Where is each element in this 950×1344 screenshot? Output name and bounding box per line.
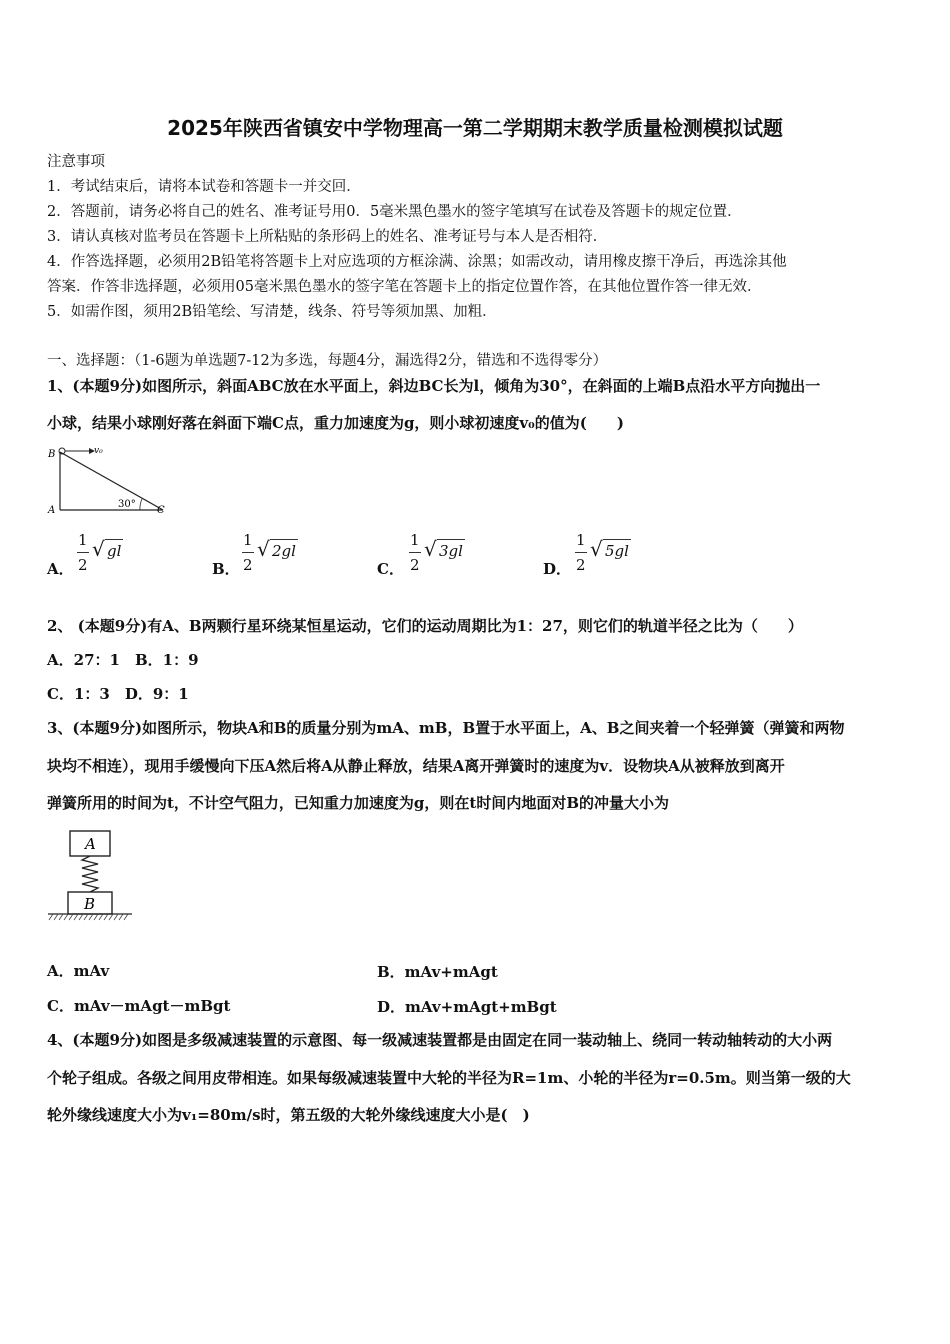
q4-line-1: 4、(本题9分)如图是多级减速装置的示意图、每一级减速装置都是由固定在同一装动轴上、绕同一转动轴转动的大小两 <box>47 1031 833 1049</box>
q2-line-1: 2、 (本题9分)有A、B两颗行星环绕某恒星运动，它们的运动周期比为1：27，则它们的轨道半径之比为（ ） <box>47 617 803 635</box>
q1-option-c-label: C． <box>377 560 404 578</box>
q1-option-d-sqrt-icon: √ <box>590 537 603 561</box>
q2-options-ab: A．27：1 B．1：9 <box>47 651 199 669</box>
q1-option-d-den: 2 <box>576 556 586 574</box>
q3-option-d: D．mAv+mAgt+mBgt <box>377 998 557 1016</box>
section-heading: 一、选择题：（1-6题为单选题7-12为多选，每题4分，漏选得2分，错选和不选得零分） <box>47 353 608 369</box>
q1-option-d-rad: 5gl <box>603 539 631 560</box>
q1-option-d-num: 1 <box>576 531 586 549</box>
q1-label-v0: v₀ <box>94 446 103 456</box>
q1-line-1: 1、(本题9分)如图所示，斜面ABC放在水平面上，斜边BC长为l，倾角为30°，在斜面的上端B点沿水平方向抛出一 <box>47 377 821 395</box>
q1-option-c-den: 2 <box>410 556 420 574</box>
q1-option-a-label: A． <box>47 560 74 578</box>
q3-label-a: A <box>85 835 96 853</box>
q3-line-3: 弹簧所用的时间为t，不计空气阻力，已知重力加速度为g，则在t时间内地面对B的冲量大小为 <box>47 794 670 812</box>
notice-item-5: 5．如需作图，须用2B铅笔绘、写清楚，线条、符号等须加黑、加粗． <box>47 304 497 320</box>
q1-option-a-num: 1 <box>78 531 88 549</box>
q4-line-2: 个轮子组成。各级之间用皮带相连。如果每级减速装置中大轮的半径为R=1m、小轮的半径为r=0.5m。则当第一级的大 <box>47 1069 851 1087</box>
notice-item-4: 4．作答选择题，必须用2B铅笔将答题卡上对应选项的方框涂满、涂黑；如需改动，请用橡皮擦干净后，再选涂其他 <box>47 254 787 270</box>
notice-item-3: 3．请认真核对监考员在答题卡上所粘贴的条形码上的姓名、准考证号与本人是否相符． <box>47 229 608 245</box>
q1-option-d-label: D． <box>543 560 572 578</box>
q1-label-angle: 30° <box>118 499 136 510</box>
q1-option-b-rad: 2gl <box>270 539 298 560</box>
page-title: 2025年陕西省镇安中学物理高一第二学期期末教学质量检测模拟试题 <box>167 116 783 140</box>
q1-label-c: C <box>157 505 165 516</box>
q3-option-a: A．mAv <box>47 962 110 980</box>
q3-line-2: 块均不相连），现用手缓慢向下压A然后将A从静止释放，结果A离开弹簧时的速度为v．设物块A从被释放到离开 <box>47 757 785 775</box>
notice-item-2: 2．答题前，请务必将自己的姓名、准考证号用0．5毫米黑色墨水的签字笔填写在试卷及答题卡的规定位置． <box>47 204 742 220</box>
q1-option-c-rad: 3gl <box>437 539 465 560</box>
q1-incline-figure <box>45 440 175 520</box>
q1-option-c-sqrt-icon: √ <box>424 537 437 561</box>
q1-option-c-num: 1 <box>410 531 420 549</box>
q2-options-cd: C．1：3 D．9：1 <box>47 685 189 703</box>
q4-line-3: 轮外缘线速度大小为v₁=80m/s时，第五级的大轮外缘线速度大小是( ) <box>47 1106 530 1124</box>
q1-option-b-frac-bar <box>242 552 254 553</box>
q3-line-1: 3、(本题9分)如图所示，物块A和B的质量分别为mA、mB，B置于水平面上，A、B之间夹着一个轻弹簧（弹簧和两物 <box>47 719 845 737</box>
q1-option-b-label: B． <box>212 560 240 578</box>
q1-option-b-sqrt-icon: √ <box>257 537 270 561</box>
q1-option-a-sqrt-icon: √ <box>92 537 105 561</box>
notice-item-4-cont: 答案．作答非选择题，必须用05毫米黑色墨水的签字笔在答题卡上的指定位置作答，在其他位置作答一律无效． <box>47 279 762 295</box>
q1-option-a-den: 2 <box>78 556 88 574</box>
q3-label-b: B <box>84 895 96 913</box>
notice-item-1: 1．考试结束后，请将本试卷和答题卡一并交回． <box>47 179 361 195</box>
q1-option-c-frac-bar <box>409 552 421 553</box>
q1-label-a: A <box>48 505 56 516</box>
q1-option-a-frac-bar <box>77 552 89 553</box>
q1-option-b-num: 1 <box>243 531 253 549</box>
q3-spring-figure <box>45 828 135 926</box>
q1-line-2: 小球，结果小球刚好落在斜面下端C点，重力加速度为g，则小球初速度v₀的值为( ) <box>47 414 624 432</box>
q1-label-b: B <box>48 449 56 460</box>
q1-option-a-rad: gl <box>105 539 123 560</box>
q3-option-c: C．mAv－mAgt－mBgt <box>47 997 231 1015</box>
q1-option-b-den: 2 <box>243 556 253 574</box>
notice-heading: 注意事项 <box>47 154 105 170</box>
q1-option-d-frac-bar <box>575 552 587 553</box>
q3-option-b: B．mAv+mAgt <box>377 963 498 981</box>
